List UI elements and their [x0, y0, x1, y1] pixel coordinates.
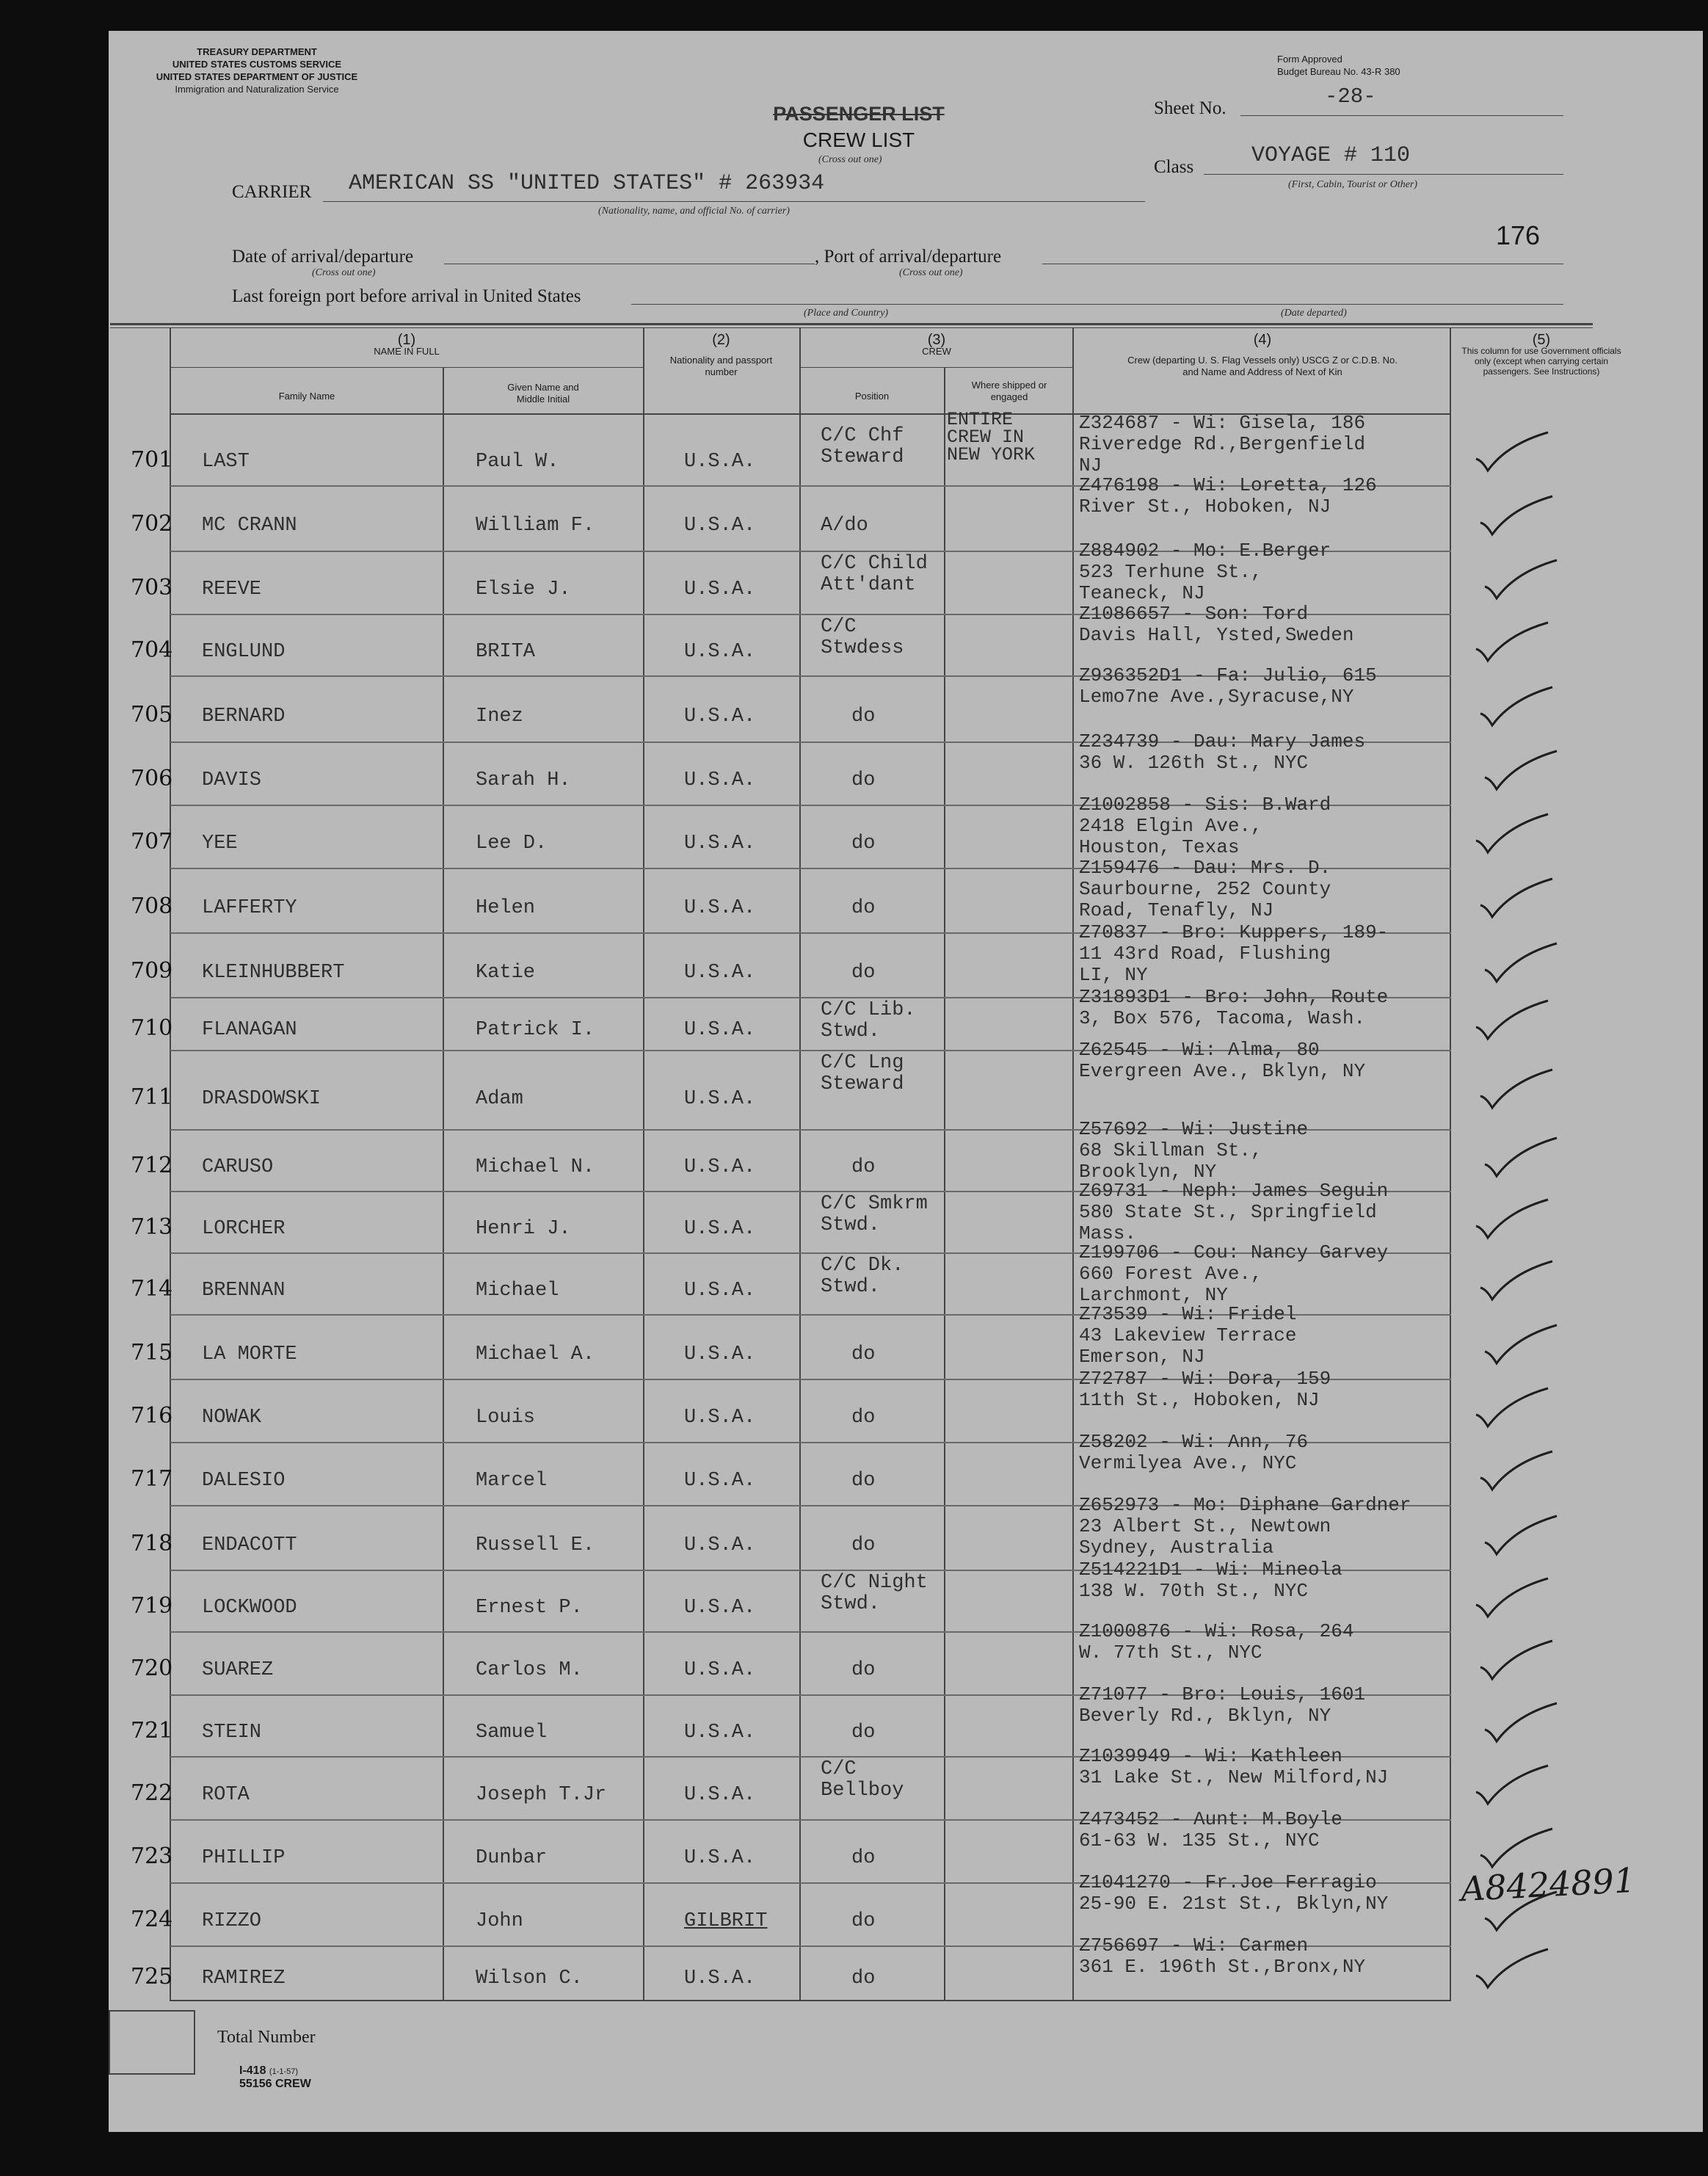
form-no: I-418 — [239, 2064, 266, 2077]
next-of-kin-line: Z159476 - Dau: Mrs. D. — [1079, 857, 1331, 879]
given-name: Louis — [476, 1407, 536, 1429]
nationality: U.S.A. — [684, 641, 756, 663]
next-of-kin-line: NJ — [1079, 454, 1102, 476]
col3-heading — [800, 334, 1073, 358]
next-of-kin-line: Z1041270 - Fr.Joe Ferragio — [1079, 1871, 1377, 1893]
date-label: Date of arrival/departure — [232, 247, 414, 266]
family-name: ENGLUND — [202, 641, 286, 663]
family-name: SUAREZ — [202, 1659, 274, 1681]
position-line: Stwd. — [821, 1276, 881, 1298]
position-line: Stwdess — [821, 637, 904, 659]
given-name: Michael — [476, 1280, 559, 1302]
row-number: 709 — [131, 958, 173, 984]
position-line: do — [851, 897, 876, 919]
col1-heading — [170, 334, 643, 358]
check-mark-icon — [1476, 490, 1557, 542]
position-line: do — [851, 1722, 876, 1744]
row-number: 705 — [131, 702, 173, 728]
next-of-kin-line: 138 W. 70th St., NYC — [1079, 1580, 1309, 1602]
nationality: U.S.A. — [684, 706, 756, 728]
position-line: do — [851, 1659, 876, 1681]
shipped-note — [947, 411, 1035, 464]
next-of-kin-line: River St., Hoboken, NJ — [1079, 496, 1331, 518]
family-name: STEIN — [202, 1722, 262, 1744]
check-mark-icon — [1472, 1760, 1552, 1811]
next-of-kin-line: Z473452 - Aunt: M.Boyle — [1079, 1808, 1342, 1830]
row-number: 713 — [131, 1214, 173, 1240]
crew-list-title: CREW LIST — [802, 128, 915, 151]
list-cross-out-note: (Cross out one) — [818, 154, 882, 165]
next-of-kin-line: Z73539 - Wi: Fridel — [1079, 1303, 1297, 1325]
last-port-underline — [631, 304, 1563, 305]
next-of-kin-line: Z756697 - Wi: Carmen — [1079, 1934, 1309, 1956]
nationality: GILBRIT — [684, 1910, 768, 1932]
nationality: U.S.A. — [684, 1407, 756, 1429]
family-name: YEE — [202, 833, 238, 855]
family-name: KLEINHUBBERT — [202, 962, 345, 984]
crew-subhead-rule — [800, 367, 1073, 368]
date-note: (Cross out one) — [312, 267, 376, 278]
given-name: Sarah H. — [476, 769, 571, 791]
class-value: VOYAGE # 110 — [1251, 143, 1411, 168]
col4-heading — [1127, 334, 1398, 378]
col-divider-kin — [1072, 327, 1074, 2001]
col5-heading — [1461, 334, 1622, 377]
nationality: U.S.A. — [684, 1597, 756, 1619]
given-name: Adam — [476, 1088, 523, 1110]
check-mark-icon — [1476, 1064, 1557, 1115]
position-line: do — [851, 833, 876, 855]
nationality: U.S.A. — [684, 451, 756, 473]
nationality: U.S.A. — [684, 1218, 756, 1240]
shipped-note-line: CREW IN — [947, 427, 1025, 448]
row-number: 718 — [131, 1531, 173, 1556]
nationality: U.S.A. — [684, 1343, 756, 1366]
agency-line: Immigration and Naturalization Service — [175, 84, 339, 95]
position-line: do — [851, 1968, 876, 1990]
check-mark-icon — [1476, 1446, 1557, 1497]
given-name: Samuel — [476, 1722, 548, 1744]
next-of-kin-line: Road, Tenafly, NJ — [1079, 899, 1274, 921]
family-name: RIZZO — [202, 1910, 262, 1932]
check-mark-icon — [1472, 808, 1552, 860]
position-line: C/C — [821, 1758, 857, 1780]
given-name: Helen — [476, 897, 536, 919]
form-approved: Form Approved — [1277, 54, 1342, 65]
family-name: ROTA — [202, 1784, 250, 1806]
check-mark-icon — [1476, 681, 1557, 733]
family-name: REEVE — [202, 579, 262, 601]
next-of-kin-line: Z1086657 - Son: Tord — [1079, 603, 1309, 625]
col-divider-gov — [1450, 327, 1451, 2001]
next-of-kin-line: 3, Box 576, Tacoma, Wash. — [1079, 1007, 1366, 1029]
row-number: 717 — [131, 1466, 173, 1492]
next-of-kin-line: 11th St., Hoboken, NJ — [1079, 1389, 1320, 1411]
nationality: U.S.A. — [684, 1847, 756, 1869]
check-mark-icon — [1480, 1697, 1561, 1749]
position-line: C/C Lib. — [821, 999, 916, 1021]
check-mark-icon — [1476, 1255, 1557, 1307]
row-number: 715 — [131, 1340, 173, 1366]
position-line: Steward — [821, 446, 904, 468]
nationality: U.S.A. — [684, 1019, 756, 1041]
row-number: 710 — [131, 1015, 173, 1041]
family-name: FLANAGAN — [202, 1019, 297, 1041]
given-name: Michael A. — [476, 1343, 595, 1366]
nationality: U.S.A. — [684, 1156, 756, 1178]
position-line: C/C Dk. — [821, 1255, 904, 1277]
nationality: U.S.A. — [684, 515, 756, 537]
nationality: U.S.A. — [684, 1088, 756, 1110]
next-of-kin-line: Z57692 - Wi: Justine — [1079, 1118, 1309, 1140]
agency-line: UNITED STATES DEPARTMENT OF JUSTICE — [156, 71, 358, 82]
next-of-kin-line: Z514221D1 - Wi: Mineola — [1079, 1559, 1342, 1581]
next-of-kin-line: Z476198 - Wi: Loretta, 126 — [1079, 474, 1377, 496]
position-line: do — [851, 1534, 876, 1556]
row-number: 720 — [131, 1655, 173, 1681]
total-box — [109, 2010, 195, 2075]
given-heading: Given Name and Middle Initial — [507, 382, 579, 405]
family-name: LAST — [202, 451, 250, 473]
port-label: , Port of arrival/departure — [815, 247, 1002, 266]
check-mark-icon — [1480, 938, 1561, 989]
carrier-underline — [323, 201, 1145, 202]
col1-title: NAME IN FULL — [374, 346, 440, 357]
check-mark-icon — [1480, 1510, 1561, 1562]
given-name: Carlos M. — [476, 1659, 583, 1681]
position-line: C/C Lng — [821, 1052, 904, 1074]
form-date: (1-1-57) — [269, 2067, 299, 2076]
next-of-kin-line: Davis Hall, Ysted,Sweden — [1079, 624, 1354, 646]
next-of-kin-line: 25-90 E. 21st St., Bklyn,NY — [1079, 1893, 1389, 1915]
nationality-heading: Nationality and passport number — [669, 355, 773, 377]
family-name: LAFFERTY — [202, 897, 297, 919]
given-name: Paul W. — [476, 451, 559, 473]
col5-number: (5) — [1532, 332, 1551, 348]
next-of-kin-line: Z199706 - Cou: Nancy Garvey — [1079, 1241, 1389, 1263]
position-line: do — [851, 1910, 876, 1932]
passenger-list-title: PASSENGER LIST — [773, 103, 945, 125]
position-line: Stwd. — [821, 1214, 881, 1236]
family-name: CARUSO — [202, 1156, 274, 1178]
row-number: 725 — [131, 1964, 173, 1990]
next-of-kin-line: 61-63 W. 135 St., NYC — [1079, 1829, 1320, 1852]
row-number: 701 — [131, 447, 173, 473]
table-bottom-rule — [170, 2000, 1451, 2001]
col4-number: (4) — [1253, 332, 1272, 348]
given-name: Dunbar — [476, 1847, 548, 1869]
family-name: DRASDOWSKI — [202, 1088, 321, 1110]
check-mark-icon — [1472, 1943, 1552, 1995]
family-name: NOWAK — [202, 1407, 262, 1429]
next-of-kin-line: 68 Skillman St., — [1079, 1139, 1262, 1161]
handwritten-id: A8424891 — [1459, 1860, 1637, 1910]
next-of-kin-line: Sydney, Australia — [1079, 1537, 1274, 1559]
agency-line: TREASURY DEPARTMENT — [197, 46, 317, 57]
position-line: do — [851, 769, 876, 791]
sheet-value: -28- — [1325, 84, 1376, 109]
carrier-value: AMERICAN SS "UNITED STATES" # 263934 — [349, 171, 825, 196]
next-of-kin-line: Z1000876 - Wi: Rosa, 264 — [1079, 1620, 1354, 1642]
given-name: Patrick I. — [476, 1019, 595, 1041]
family-name: LA MORTE — [202, 1343, 297, 1366]
position-line: do — [851, 1156, 876, 1178]
given-name: Inez — [476, 706, 523, 728]
nationality: U.S.A. — [684, 962, 756, 984]
given-name: Wilson C. — [476, 1968, 583, 1990]
col3-number: (3) — [927, 332, 946, 348]
row-number: 724 — [131, 1907, 173, 1932]
check-mark-icon — [1472, 427, 1552, 478]
class-label: Class — [1154, 157, 1194, 177]
given-name: Ernest P. — [476, 1597, 583, 1619]
next-of-kin-line: Vermilyea Ave., NYC — [1079, 1452, 1297, 1474]
next-of-kin-line: Z58202 - Wi: Ann, 76 — [1079, 1431, 1309, 1453]
next-of-kin-line: Z69731 - Neph: James Seguin — [1079, 1180, 1389, 1202]
nationality: U.S.A. — [684, 1280, 756, 1302]
row-number: 707 — [131, 829, 173, 855]
next-of-kin-line: Houston, Texas — [1079, 836, 1240, 858]
check-mark-icon — [1476, 873, 1557, 924]
row-number: 716 — [131, 1403, 173, 1429]
family-heading: Family Name — [278, 391, 335, 402]
next-of-kin-line: Z884902 - Mo: E.Berger — [1079, 540, 1331, 562]
check-mark-icon — [1476, 1635, 1557, 1686]
position-line: A/do — [821, 515, 868, 537]
shipped-heading: Where shipped or engaged — [971, 380, 1047, 402]
family-name: LOCKWOOD — [202, 1597, 297, 1619]
next-of-kin-line: 523 Terhune St., — [1079, 561, 1262, 583]
next-of-kin-line: 580 State St., Springfield — [1079, 1201, 1377, 1223]
carrier-label: CARRIER — [232, 182, 312, 202]
budget-bureau: Budget Bureau No. 43-R 380 — [1277, 66, 1400, 77]
check-mark-icon — [1472, 1382, 1552, 1434]
family-name: DAVIS — [202, 769, 262, 791]
next-of-kin-line: Teaneck, NJ — [1079, 582, 1205, 604]
family-name: ENDACOTT — [202, 1534, 297, 1556]
row-number: 719 — [131, 1593, 173, 1619]
position-line: do — [851, 1407, 876, 1429]
next-of-kin-line: Z72787 - Wi: Dora, 159 — [1079, 1368, 1331, 1390]
next-of-kin-line: Mass. — [1079, 1222, 1137, 1244]
position-line: Stwd. — [821, 1593, 881, 1615]
nationality: U.S.A. — [684, 1784, 756, 1806]
row-number: 708 — [131, 893, 173, 919]
position-line: do — [851, 1470, 876, 1492]
carrier-note: (Nationality, name, and official No. of carrier) — [598, 206, 790, 217]
form-code: 55156 CREW — [239, 2078, 311, 2090]
position-line: C/C Smkrm — [821, 1193, 928, 1215]
given-name: Marcel — [476, 1470, 548, 1492]
shipped-note-line: NEW YORK — [947, 444, 1036, 465]
row-number: 714 — [131, 1276, 173, 1302]
given-name: Lee D. — [476, 833, 548, 855]
class-underline — [1204, 174, 1563, 175]
position-line: Steward — [821, 1073, 904, 1095]
nationality: U.S.A. — [684, 833, 756, 855]
next-of-kin-line: Z1002858 - Sis: B.Ward — [1079, 794, 1331, 816]
nationality: U.S.A. — [684, 897, 756, 919]
row-number: 706 — [131, 766, 173, 791]
row-number: 704 — [131, 637, 173, 663]
total-label: Total Number — [217, 2028, 316, 2047]
form-approved-block — [1277, 53, 1453, 78]
family-name: DALESIO — [202, 1470, 286, 1492]
family-name: BRENNAN — [202, 1280, 286, 1302]
check-mark-icon — [1472, 1573, 1552, 1624]
next-of-kin-line: Z1039949 - Wi: Kathleen — [1079, 1745, 1342, 1767]
next-of-kin-line: Emerson, NJ — [1079, 1346, 1205, 1368]
family-name: MC CRANN — [202, 515, 297, 537]
check-mark-icon — [1472, 617, 1552, 668]
row-number: 723 — [131, 1843, 173, 1869]
date-departed-note: (Date departed) — [1281, 308, 1347, 319]
next-of-kin-line: 23 Albert St., Newtown — [1079, 1515, 1331, 1537]
next-of-kin-line: 361 E. 196th St.,Bronx,NY — [1079, 1956, 1366, 1978]
check-mark-icon — [1480, 554, 1561, 606]
check-mark-icon — [1472, 995, 1552, 1046]
family-name: RAMIREZ — [202, 1968, 286, 1990]
next-of-kin-line: 11 43rd Road, Flushing — [1079, 943, 1331, 965]
family-name: PHILLIP — [202, 1847, 286, 1869]
next-of-kin-line: 43 Lakeview Terrace — [1079, 1324, 1297, 1346]
check-mark-icon — [1480, 1319, 1561, 1371]
given-name: John — [476, 1910, 523, 1932]
place-note: (Place and Country) — [804, 308, 889, 319]
next-of-kin-line: Z62545 - Wi: Alma, 80 — [1079, 1039, 1320, 1061]
position-heading: Position — [854, 391, 890, 402]
col2-number: (2) — [712, 332, 730, 348]
row-number: 722 — [131, 1780, 173, 1806]
gov-heading: This column for use Government officials only (except when carrying certain passengers. See Instructions) — [1461, 346, 1621, 377]
row-number: 721 — [131, 1718, 173, 1744]
next-of-kin-line: Z70837 - Bro: Kuppers, 189- — [1079, 921, 1389, 943]
next-of-kin-line: 31 Lake St., New Milford,NJ — [1079, 1766, 1389, 1788]
name-subhead-rule — [170, 367, 644, 368]
next-of-kin-line: Riveredge Rd.,Bergenfield — [1079, 433, 1366, 455]
row-number: 712 — [131, 1153, 173, 1178]
form-number — [239, 2064, 311, 2091]
check-mark-icon — [1472, 1194, 1552, 1245]
position-line: Att'dant — [821, 574, 916, 596]
nationality: U.S.A. — [684, 1470, 756, 1492]
family-name: BERNARD — [202, 706, 286, 728]
col1-number: (1) — [397, 332, 416, 348]
nationality: U.S.A. — [684, 1722, 756, 1744]
given-name: Russell E. — [476, 1534, 595, 1556]
next-of-kin-line: Z31893D1 - Bro: John, Route — [1079, 986, 1389, 1008]
agency-line: UNITED STATES CUSTOMS SERVICE — [172, 59, 342, 70]
given-name: Henri J. — [476, 1218, 571, 1240]
nationality: U.S.A. — [684, 1534, 756, 1556]
next-of-kin-line: Z936352D1 - Fa: Julio, 615 — [1079, 664, 1377, 686]
sheet-underline — [1240, 115, 1563, 116]
next-of-kin-line: Beverly Rd., Bklyn, NY — [1079, 1705, 1331, 1727]
nationality: U.S.A. — [684, 1659, 756, 1681]
next-of-kin-line: LI, NY — [1079, 964, 1148, 986]
table-top-rule-2 — [110, 327, 1593, 328]
given-name: Katie — [476, 962, 536, 984]
col2-heading — [661, 334, 782, 378]
row-number: 703 — [131, 575, 173, 601]
position-line: Stwd. — [821, 1020, 881, 1042]
given-name: Elsie J. — [476, 579, 571, 601]
nationality: U.S.A. — [684, 769, 756, 791]
family-name: LORCHER — [202, 1218, 286, 1240]
position-line: C/C — [821, 616, 857, 638]
port-note: (Cross out one) — [899, 267, 963, 278]
position-line: do — [851, 1847, 876, 1869]
last-port-label: Last foreign port before arrival in United States — [232, 286, 581, 306]
next-of-kin-line: Brooklyn, NY — [1079, 1161, 1217, 1183]
next-of-kin-line: Z71077 - Bro: Louis, 1601 — [1079, 1683, 1366, 1705]
next-of-kin-line: Evergreen Ave., Bklyn, NY — [1079, 1060, 1366, 1082]
page-number: 176 — [1496, 220, 1541, 250]
row-number: 702 — [131, 511, 173, 537]
position-line: C/C Child — [821, 553, 928, 575]
next-of-kin-line: Z234739 - Dau: Mary James — [1079, 730, 1366, 752]
next-of-kin-line: W. 77th St., NYC — [1079, 1642, 1262, 1664]
next-of-kin-line: Larchmont, NY — [1079, 1284, 1228, 1306]
check-mark-icon — [1480, 745, 1561, 797]
crew-heading: CREW — [922, 346, 951, 357]
position-line: do — [851, 706, 876, 728]
next-of-kin-line: Z652973 - Mo: Diphane Gardner — [1079, 1494, 1411, 1516]
sheet-label: Sheet No. — [1154, 98, 1227, 118]
check-mark-icon — [1480, 1132, 1561, 1183]
kin-heading: Crew (departing U. S. Flag Vessels only) USCG Z or C.D.B. No. and Name and Address of Next of Kin — [1127, 355, 1398, 377]
next-of-kin-line: 2418 Elgin Ave., — [1079, 815, 1262, 837]
table-top-rule — [110, 323, 1593, 325]
given-name: Michael N. — [476, 1156, 595, 1178]
row-number: 711 — [131, 1084, 173, 1110]
col-divider-position — [799, 327, 801, 2001]
given-name: Joseph T.Jr — [476, 1784, 607, 1806]
class-note: (First, Cabin, Tourist or Other) — [1288, 179, 1418, 190]
given-name: BRITA — [476, 641, 536, 663]
next-of-kin-line: Lemo7ne Ave.,Syracuse,NY — [1079, 686, 1354, 708]
shipped-note-line: ENTIRE — [947, 409, 1014, 430]
position-line: do — [851, 1343, 876, 1366]
next-of-kin-line: Z324687 - Wi: Gisela, 186 — [1079, 412, 1366, 434]
given-name: William F. — [476, 515, 595, 537]
next-of-kin-line: 36 W. 126th St., NYC — [1079, 752, 1309, 774]
nationality: U.S.A. — [684, 579, 756, 601]
position-line: C/C Chf — [821, 425, 904, 447]
position-line: C/C Night — [821, 1572, 928, 1594]
position-line: Bellboy — [821, 1780, 904, 1802]
agency-block — [110, 46, 404, 95]
col-divider-nationality — [643, 327, 644, 2001]
next-of-kin-line: 660 Forest Ave., — [1079, 1263, 1262, 1285]
position-line: do — [851, 962, 876, 984]
next-of-kin-line: Saurbourne, 252 County — [1079, 878, 1331, 900]
nationality: U.S.A. — [684, 1968, 756, 1990]
